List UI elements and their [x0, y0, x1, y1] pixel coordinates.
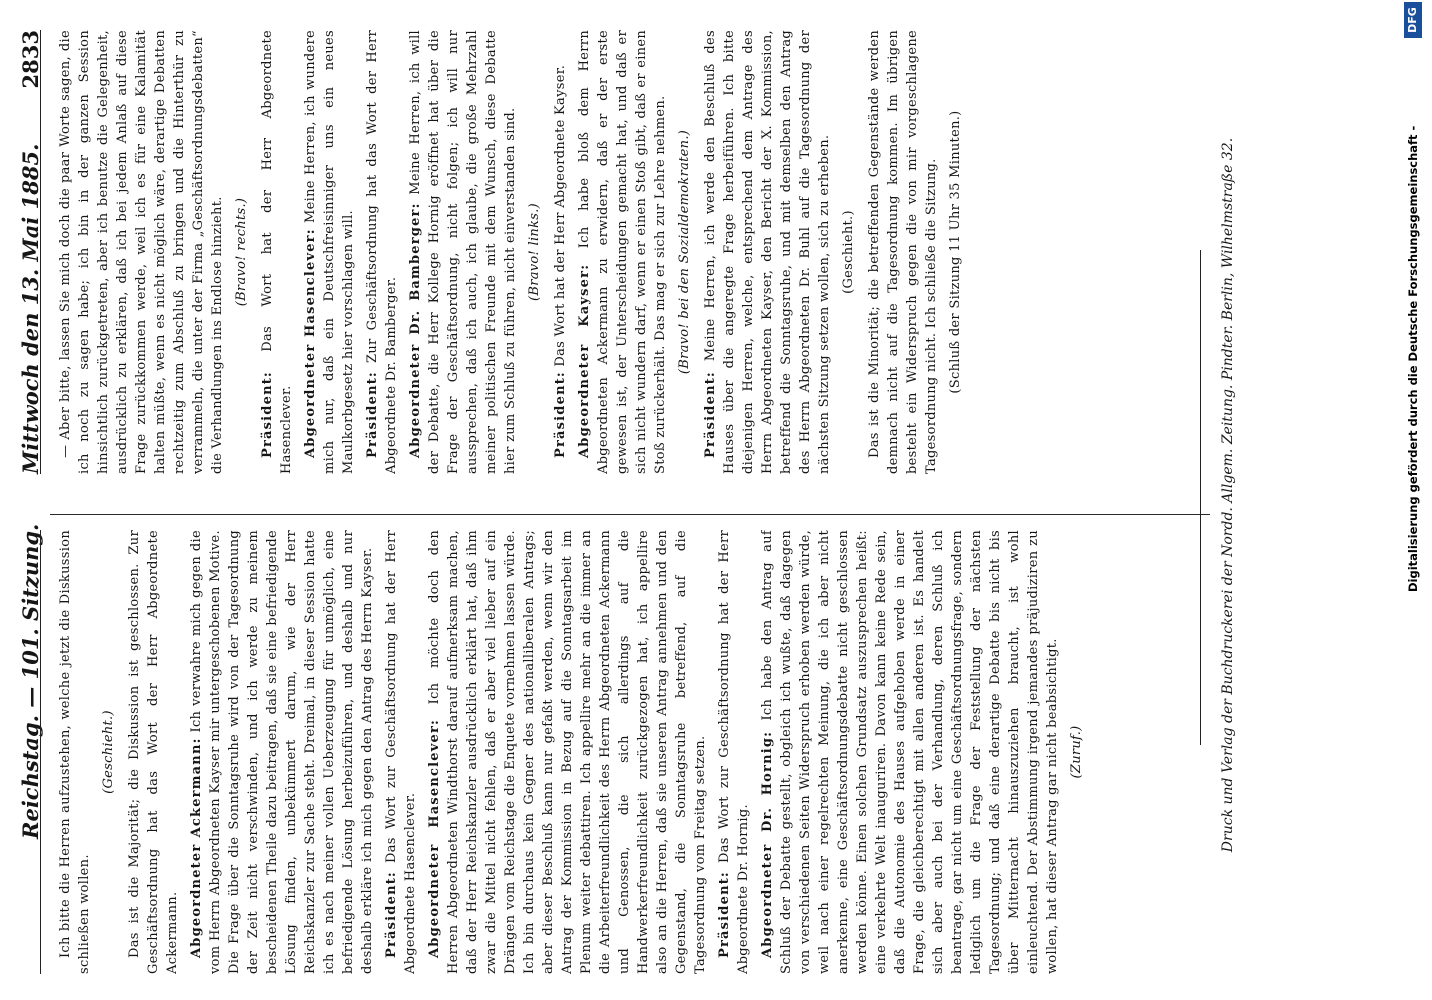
- right-header: [12, 30, 48, 474]
- speaker-label: Abgeordneter Hasenclever:: [303, 228, 318, 458]
- speaker-label: Präsident:: [703, 371, 718, 458]
- paragraph: Präsident: Meine Herren, ich werde den Beschluß des Hauses über die angeregte Frage herbeiführen. Ich bitte diejenigen Herren, welche, entsprechend dem Antrage des Herrn Abgeordneten Kayser, den Bericht der X. Kommission, betreffend die Sonntagsruhe, und mit demselben den Antrag des Herrn Abgeordneten Dr. Buhl auf die Tagesordnung der nächsten Sitzung setzen wollen, sich zu erheben.: [703, 30, 832, 474]
- left-header-rule: [40, 530, 41, 974]
- stage-direction: (Bravo! rechts.): [234, 197, 249, 307]
- paragraph: Präsident: Zur Geschäftsordnung hat das Wort der Herr Abgeordnete Dr. Bamberger.: [365, 30, 399, 474]
- stage-direction: (Geschieht.): [101, 710, 116, 794]
- paragraph: Das ist die Majorität; die Diskussion ist geschlossen. Zur Geschäftsordnung hat das Wort der Herr Abgeordnete Ackermann.: [127, 530, 180, 974]
- speaker-label: Abgeordneter Kayser:: [577, 263, 592, 458]
- printer-imprint: Druck und Verlag der Buchdruckerei der Nordd. Allgem. Zeitung. Pindter. Berlin, Wilhelmstraße 32.: [1220, 137, 1236, 853]
- left-column: [56, 530, 1202, 974]
- stage-direction: (Geschieht.): [841, 210, 856, 294]
- speaker-label: Abgeordneter Ackermann:: [189, 737, 204, 958]
- printer-rule: [1200, 250, 1201, 745]
- paragraph: Abgeordneter Dr. Bamberger: Meine Herren, ich will der Debatte, die Herr Kollege Hornig eröffnet hat über die Frage der Geschäftsordnung, nicht folgen; ich will nur aussprechen, daß ich auch, ich glaube, die große Mehrzahl meiner politischen Freunde mit dem Wunsch, diese Debatte hier zum Schluß zu führen, nicht einverstanden sind.: [408, 30, 518, 474]
- stage-direction: (Schluß der Sitzung 11 Uhr 35 Minuten.): [948, 110, 963, 394]
- paragraph: Abgeordneter Ackermann: Ich verwahre mich gegen die vom Herrn Abgeordneten Kayser mir untergeschobenen Motive. Die Frage über die Sonntagsruhe wird von der Tagesordnung der Zeit nicht verschwinden, und ich werde zu meinem bescheidenen Theile dazu beitragen, daß sie eine befriedigende Lösung finden, unbekümmert darum, wie der Herr Reichskanzler zur Sache steht. Dreimal, in dieser Session hatte ich es nach meiner vollen Ueberzeugung für unmöglich, eine befriedigende Lösung herbeizuführen, und deshalb und nur deshalb erkläre ich mich gegen den Antrag des Herrn Kayser.: [189, 530, 375, 974]
- speaker-label: Präsident:: [553, 371, 568, 458]
- paragraph: Präsident: Das Wort zur Geschäftsordnung hat der Herr Abgeordnete Dr. Hornig.: [717, 530, 751, 974]
- speaker-label: Abgeordneter Hasenclever:: [427, 718, 442, 958]
- paragraph: Präsident: Das Wort hat der Herr Abgeordnete Hasenclever.: [260, 30, 294, 474]
- speaker-label: Präsident:: [365, 371, 380, 458]
- paragraph: Abgeordneter Hasenclever: Ich möchte doch den Herren Abgeordneten Windthorst darauf aufmerksam machen, daß der Herr Reichskanzler ausdrücklich erklärt hat, daß ihm zwar die Mittel nicht fehlen, daß er aber viel lieber auf ein Drängen vom Reichstage die Enquete vornehmen lassen würde. Ich bin durchaus kein Gegner des nationalliberalen Antrags; aber dieser Beschluß kann nur gefaßt werden, wenn wir den Antrag der Kommission in Bezug auf die Sonntagsarbeit im Plenum weiter debattiren. Ich appellire mehr an die immer an die Arbeiterfreundlichkeit des Herrn Abgeordneten Ackermann und Genossen, die sich allerdings auf die Handwerkerfreundlichkeit zurückgezogen hat, ich appellire also an die Herren, daß sie unseren Antrag annehmen und den Gegenstand, die Sonntagsruhe betreffend, auf die Tagesordnung vom Freitag setzen.: [427, 530, 708, 974]
- paragraph: Das ist die Minorität; die betreffenden Gegenstände werden demnach nicht auf die Tagesordnung kommen. Im übrigen besteht ein Widerspruch gegen die von mir vorgeschlagene Tagesordnung nicht. Ich schließe die Sitzung.: [867, 30, 939, 474]
- paragraph: Abgeordneter Hasenclever: Meine Herren, ich wundere mich nur, daß ein Deutschfreisinniger uns ein neues Maulkorbgesetz hier vorschlagen will.: [303, 30, 356, 474]
- left-half: [0, 523, 1210, 1000]
- speaker-label: Abgeordneter Dr. Bamberger:: [408, 202, 423, 458]
- speaker-label: Präsident:: [384, 871, 399, 958]
- dfg-logo: DFG: [1404, 2, 1422, 38]
- stage-direction: (Zuruf.): [1069, 725, 1084, 779]
- paragraph: Abgeordneter Kayser: Ich habe bloß dem Herrn Abgeordneten Ackermann zu erwidern, daß er der erste gewesen ist, der Unterscheidungen gemacht hat, und daß er sich nicht wundern darf, wenn er einen Stoß gibt, daß er einen Stoß zurückerhält. Das mag er sich zur Lehre nehmen.: [577, 30, 668, 474]
- paragraph: — Aber bitte, lassen Sie mich doch die paar Worte sagen, die ich noch zu sagen habe; ich bin in der ganzen Session hinsichtlich zurückgetreten, aber ich benutze die Gelegenheit, ausdrücklich zu erklären, daß ich bei jedem Anlaß auf diese Frage zurückkommen werde, weil ich es für eine Kalamität halten müßte, wenn es nicht möglich wäre, derartige Debatten rechtzeitig zum Abschluß zu bringen und die Hinterthür zu verrammeln, die unter der Firma „Geschäftsordnungsdebatten“ die Verhandlungen ins Endlose hinzieht.: [58, 30, 225, 474]
- right-header-rule: [40, 30, 41, 474]
- paragraph: Präsident: Das Wort hat der Herr Abgeordnete Kayser.: [553, 64, 568, 458]
- paragraph: Ich bitte die Herren aufzustehen, welche jetzt die Diskussion schließen wollen.: [58, 530, 92, 974]
- stage-direction: (Bravo! bei den Sozialdemokraten.): [677, 129, 692, 375]
- digitization-credit-bar: [1404, 0, 1424, 1000]
- right-half: [0, 30, 1210, 500]
- session-date: Mittwoch den 13. Mai 1885.: [18, 143, 43, 474]
- right-column: [56, 30, 1202, 474]
- speaker-label: Präsident:: [260, 371, 275, 458]
- paragraph: Präsident: Das Wort zur Geschäftsordnung hat der Herr Abgeordnete Hasenclever.: [384, 530, 418, 974]
- session-title: Reichstag. — 101. Sitzung.: [18, 523, 43, 839]
- page-number: 2833: [18, 30, 43, 89]
- speaker-label: Abgeordneter Dr. Hornig:: [760, 730, 775, 958]
- digitization-credit: Digitalisierung gefördert durch die Deutsche Forschungsgemeinschaft -: [1406, 125, 1420, 592]
- speaker-label: Präsident:: [717, 871, 732, 958]
- paragraph: Abgeordneter Dr. Hornig: Ich habe den Antrag auf Schluß der Debatte gestellt, obgleich ich wußte, daß dagegen von verschiedenen Seiten Widerspruch erhoben werden würde, weil nach einer regelrechten Meinung, die ich aber nicht anerkenne, eine Geschäftsordnungsdebatte nicht geschlossen werden könne. Einen solchen Grundsatz auszusprechen heißt: eine verkehrte Welt inauguriren. Davon kann keine Rede sein, daß die Autonomie des Hauses aufgehoben werde in einer Frage, die gleichberechtigt mit allen anderen ist. Es handelt sich aber auch bei der Verhandlung, deren Schluß ich beantrage, gar nicht um eine Geschäftsordnungsfrage, sondern lediglich um die Frage der Feststellung der nächsten Tagesordnung; und daß eine derartige Debatte bis nicht bis über Mitternacht hinauszuziehen braucht, ist wohl einleuchtend. Der Abstimmung irgend jemandes präjudiziren zu wollen, hat dieser Antrag gar nicht beabsichtigt.: [760, 530, 1060, 974]
- stage-direction: (Bravo! links.): [527, 202, 542, 302]
- left-header: [12, 523, 48, 974]
- column-divider: [50, 514, 1210, 515]
